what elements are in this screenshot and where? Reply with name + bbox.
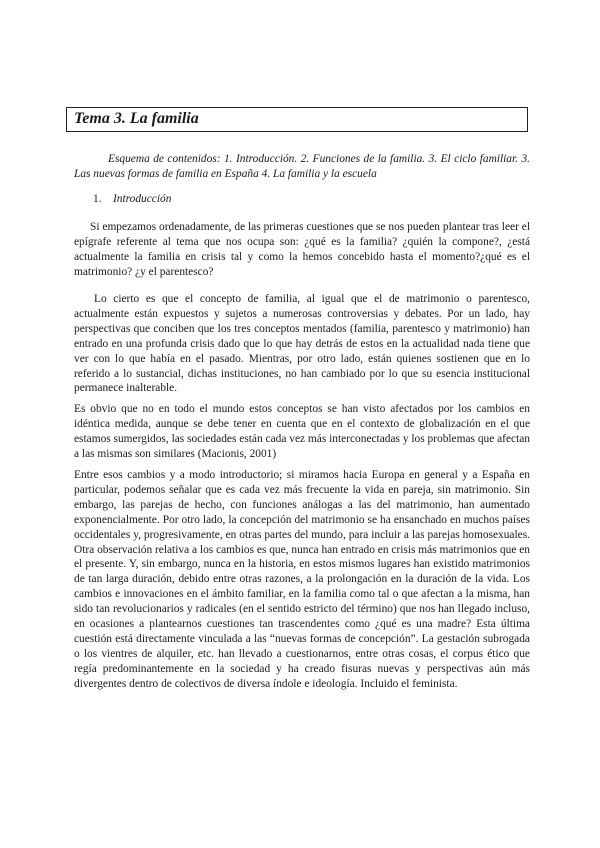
content-scheme: Esquema de contenidos: 1. Introducción. 2. Funciones de la familia. 3. El ciclo familiar. 3. Las nuevas formas de familia en España 4. La familia y la escuela [74,153,530,180]
title-box [66,107,528,132]
paragraph-3: Es obvio que no en todo el mundo estos conceptos se han visto afectados por los cambios en idéntica medida, aunque se debe tener en cuenta que en el contexto de globalización en el que estamos sumergidos, las sociedades están cada vez más interconectadas y los problemas que afectan a las mismas son similares (Macionis, 2001) [74,403,530,460]
section-heading [93,193,171,205]
paragraph-1: Si empezamos ordenadamente, de las primeras cuestiones que se nos pueden plantear tras leer el epígrafe referente al tema que nos ocupa son: ¿qué es la familia? ¿quién la compone?, ¿está actualmente la familia en crisis tal y como la hemos concebido hasta el momento?¿qué es el matrimonio? ¿y el parentesco? [74,221,530,278]
section-number: 1. [93,193,102,205]
paragraph-4: Entre esos cambios y a modo introductorio; si miramos hacia Europa en general y a España en particular, podemos señalar que es cada vez más frecuente la vida en pareja, sin matrimonio. Sin embargo, las parejas de hecho, con funciones análogas a las del matrimonio, han aumentado exponencialmente. Por otro lado, la concepción del matrimonio se ha ensanchado en muchos países occidentales y, progresivamente, en otras partes del mundo, para incluir a las parejas homosexuales. Otra observación relativa a los cambios es que, nunca han entrado en crisis más matrimonios que en el presente. Y, sin embargo, nunca en la historia, en estos mismos lugares han existido matrimonios de tan larga duración, debido entre otras razones, a la prolongación en la duración de la vida. Los cambios e innovaciones en el ámbito familiar, en la familia como tal o que afectan a la misma, han sido tan revolucionarios y radicales (en el sentido estricto del término) que nos han llegado incluso, en ocasiones a plantearnos cuestiones tan trascendentes como ¿qué es una madre? Esta última cuestión está directamente vinculada a las “nuevas formas de concepción”. La gestación subrogada o los vientres de alquiler, etc. han llevado a cuestionarnos, entre otras cosas, el corpus ético que regía predominantemente en la sociedad y ha creado fisuras nuevas y perspectivas aún más divergentes dentro de colectivos de diversa índole e ideología. Incluido el feminista. [74,469,530,690]
paragraph-2: Lo cierto es que el concepto de familia, al igual que el de matrimonio o parentesco, actualmente están expuestos y sujetos a numerosas controversias y debates. Por un lado, hay perspectivas que conciben que los tres conceptos mentados (familia, parentesco y matrimonio) han entrado en una profunda crisis dado que lo que hay detrás de estos en la actualidad nada tiene que ver con lo que había en el pasado. Mientras, por otro lado, están quienes sostienen que en lo referido a lo sustancial, dichas instituciones, no han cambiado por lo que su esencia institucional permanece inalterable. [74,293,530,395]
document-title: Tema 3. La familia [74,110,199,127]
section-label: Introducción [113,193,172,205]
